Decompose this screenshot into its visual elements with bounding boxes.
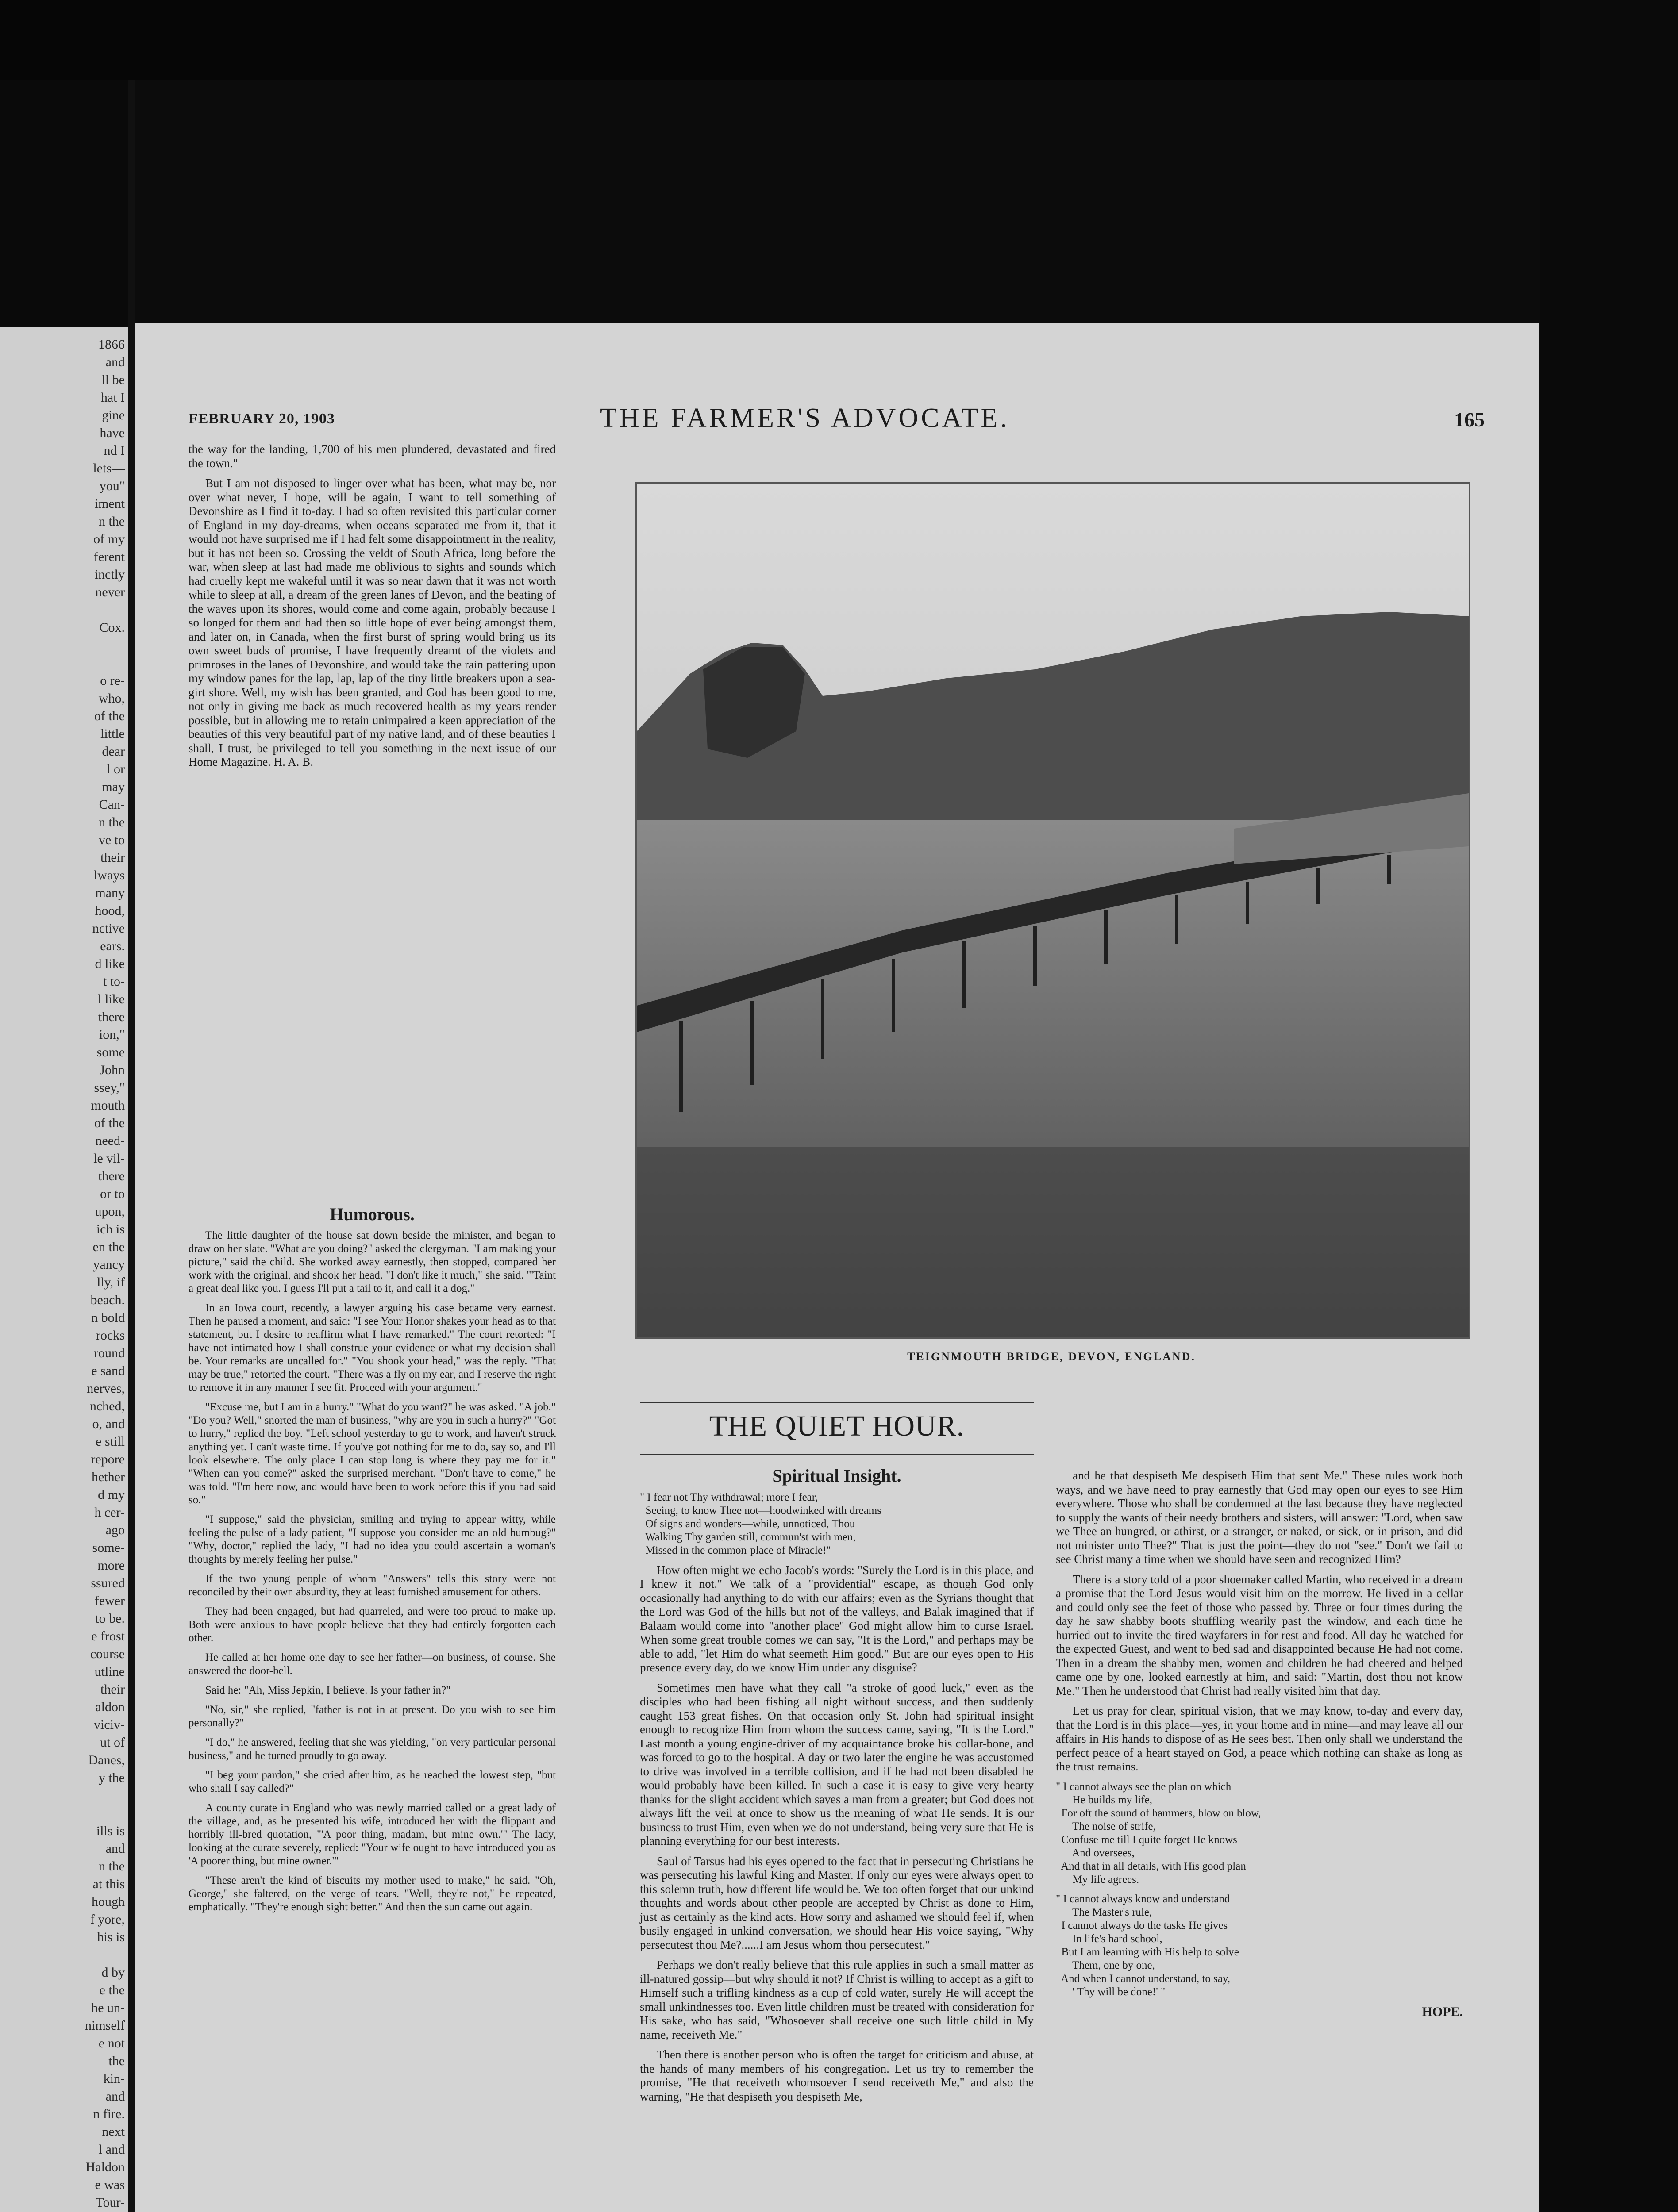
fragment-text: and: [105, 355, 125, 369]
poem-line: " I fear not Thy withdrawal; more I fear,: [640, 1491, 818, 1503]
fragment-text: ssey,": [94, 1080, 125, 1095]
fragment-text: hether: [92, 1470, 125, 1484]
fragment-text: lways: [94, 868, 125, 883]
fragment-text: their: [100, 850, 125, 865]
fragment-text: nd I: [104, 443, 125, 458]
poem-line: He builds my life,: [1056, 1793, 1153, 1806]
fragment-text: kin-: [103, 2071, 125, 2086]
poem-line: Missed in the common-place of Miracle!": [640, 1544, 831, 1556]
film-border-left: [0, 80, 133, 327]
fragment-text: iment: [94, 496, 125, 511]
fragment-text: need-: [95, 1133, 125, 1148]
page-gutter: [128, 80, 135, 2212]
fragment-text: Danes,: [88, 1753, 125, 1767]
paragraph: A county curate in England who was newly married called on a great lady of the village, and, as he presented his wife, introduced her with the flippant and horribly ill-bred quotation, "'A poor thing, madam, but mine own.'" The lady, looking at the curate severely, replied: "Your wife ought to have introduced you as 'A poorer thing, but mine owner.'": [189, 1802, 556, 1867]
fragment-text: there: [98, 1010, 125, 1024]
fragment-text: Cox.: [99, 620, 125, 635]
poem-line: For oft the sound of hammers, blow on blow,: [1056, 1807, 1261, 1819]
fragment-text: 1866: [98, 337, 125, 352]
fragment-text: ills is: [96, 1824, 125, 1838]
paragraph: Sometimes men have what they call "a stroke of good luck," even as the disciples who had been fishing all night without success, and then suddenly caught 153 great fishes. On that occasion only St. John had spiritual insight enough to recognize Him from whom the success came, saying, "It is the Lord." Last month a young engine-driver of my acquaintance broke his collar-bone, and was forced to go to the hospital. A day or two later the engine he was accustomed to drive was involved in a terrible collision, and if he had not been disabled he would probably have been killed. In such a case it is easy to give very hearty thanks for the slight accident which saves a man from a greater; but God does not always lift the veil at once to show us the meaning of what He sends. It is our business to trust Him, even when we do not understand, being very sure that He is planning everything for our best interests.: [640, 1681, 1034, 1847]
fragment-text: he un-: [91, 2001, 125, 2015]
paragraph: How often might we echo Jacob's words: "Surely the Lord is in this place, and I knew it not." We talk of a "providential" escape, as though God only occasionally had anything to do with our affairs; even as the Syrians thought that the Lord was God of the hills but not of the valleys, and Balak imagined that if Balaam would come into "another place" God might allow him to curse Israel. When some great trouble comes we can say, "It is the Lord," and perhaps may be able to add, "let Him do what seemeth Him good." But are our eyes open to His presence every day, do we know Him under any disguise?: [640, 1563, 1034, 1674]
fragment-text: repore: [91, 1452, 125, 1467]
fragment-text: rocks: [96, 1328, 125, 1343]
fragment-text: d like: [95, 956, 125, 971]
article-devonshire: [189, 442, 556, 769]
paragraph: "I suppose," said the physician, smiling and trying to appear witty, while feeling the pulse of a lady patient, "I suppose you consider me an old humbug?" "Why, doctor," replied the lady, "I had no idea you could ascertain a woman's thoughts by merely feeling her pulse.": [189, 1513, 556, 1565]
paragraph: "These aren't the kind of biscuits my mother used to make," he said. "Oh, George," she faltered, on the verge of tears. "Well, they're not," he repeated, emphatically. "They're enough sight better." And then the sun came out again.: [189, 1874, 556, 1913]
fragment-text: ve to: [98, 833, 125, 847]
fragment-text: hat I: [100, 390, 125, 405]
fragment-text: n fire.: [93, 2107, 125, 2121]
fragment-text: h cer-: [94, 1505, 125, 1520]
fragment-text: d by: [101, 1965, 125, 1980]
paragraph: Let us pray for clear, spiritual vision, that we may know, to-day and every day, that the Lord is in this place—yes, in your home and in mine—and may leave all our affairs in His hands to dispose of as He sees best. Then only shall we understand the perfect peace of a heart stayed on God, a peace which nothing can shake as long as the trust remains.: [1056, 1704, 1463, 1773]
fragment-text: of the: [94, 1116, 125, 1130]
fragment-text: fewer: [94, 1594, 125, 1608]
fragment-text: little: [100, 726, 125, 741]
paragraph: "No, sir," she replied, "father is not in at present. Do you wish to see him personally?": [189, 1704, 556, 1729]
fragment-text: mouth: [91, 1098, 125, 1113]
fragment-text: nimself: [85, 2018, 125, 2033]
poem-line: Of signs and wonders—while, unnoticed, Thou: [640, 1517, 855, 1530]
fragment-text: the: [108, 2054, 125, 2068]
paragraph: Perhaps we don't really believe that this rule applies in such a small matter as ill-natured gossip—but why should it not? If Christ is willing to accept as a gift to Himself such a trifling kindness as a cup of cold water, surely He will accept the small unkindnesses too. Even little children must be treated with consideration for His sake, who has said, "Whosoever shall receive one such little child in My name, receiveth Me.": [640, 1958, 1034, 2041]
fragment-text: his is: [97, 1930, 125, 1944]
paragraph: "I do," he answered, feeling that she was yielding, "on very particular personal business," and he turned proudly to go away.: [189, 1736, 556, 1762]
fragment-text: and: [105, 1841, 125, 1856]
fragment-text: have: [100, 426, 125, 440]
fragment-text: n the: [98, 815, 125, 830]
previous-page-fragment: [0, 327, 128, 2212]
fragment-text: e the: [99, 1983, 125, 1997]
fragment-text: their: [100, 1682, 125, 1697]
fragment-text: course: [90, 1647, 125, 1661]
fragment-text: o re-: [100, 673, 125, 688]
fragment-text: yancy: [93, 1257, 125, 1272]
closing-poem-1: [1056, 1780, 1463, 1886]
header-page-number: 165: [1454, 408, 1485, 431]
paragraph: But I am not disposed to linger over what has been, what may be, nor over what never, I hope, will be again, I want to tell something of Devonshire as I find it to-day. I had so often revisited this particular corner of England in my day-dreams, when oceans separated me from it, that it would not have surprised me if I had felt some disappointment in the reality, but it has not been so. Crossing the veldt of South Africa, long before the war, when sleep at last had made me oblivious to sights and sounds which had cruelly kept me wakeful until it was so near dawn that it was not worth while to sleep at all, a dream of the green lanes of Devon, and the beating of the waves upon its shores, would come and come again, probably because I so longed for them and had then so little hope of ever being amongst them, and later on, in Canada, when the first burst of spring would bring us its own sweet buds of promise, I have frequently dreamt of the violets and primroses in the lanes of Devonshire, and would take the rain pattering upon my window panes for the lap, lap, lap of the tiny little breakers upon a sea-girt shore. Well, my wish has been granted, and God has been good to me, not only in giving me back as much recovered health as my years render possible, but in allowing me to retain unimpaired a keen appreciation of the beauties of this very beautiful part of my native land, and of these beauties I shall, I trust, be privileged to tell you something in the next issue of our Home Magazine. H. A. B.: [189, 476, 556, 768]
paragraph: "I beg your pardon," she cried after him, as he reached the lowest step, "but who shall I say called?": [189, 1769, 556, 1794]
paragraph: They had been engaged, but had quarreled, and were too proud to make up. Both were anxious to have people believe that they had entirely forgotten each other.: [189, 1605, 556, 1644]
fragment-text: who,: [98, 691, 125, 706]
article-quiet-hour-left: [640, 1466, 1034, 2104]
fragment-text: of my: [93, 532, 125, 546]
article-subtitle: Spiritual Insight.: [772, 1466, 901, 1486]
poem-line: " I cannot always know and understand: [1056, 1893, 1230, 1905]
fragment-text: ion,": [99, 1027, 125, 1042]
fragment-text: Tour-: [96, 2195, 125, 2210]
section-title-quiet-hour: THE QUIET HOUR.: [640, 1402, 1034, 1455]
fragment-text: dear: [102, 744, 125, 759]
fragment-text: le vil-: [93, 1151, 125, 1166]
fragment-text: en the: [92, 1240, 125, 1254]
fragment-text: and: [105, 2089, 125, 2104]
poem-line: ' Thy will be done!' ": [1056, 1985, 1166, 1998]
fragment-text: o, and: [92, 1417, 125, 1431]
poem-line: But I am learning with His help to solve: [1056, 1946, 1239, 1958]
fragment-text: l and: [98, 2142, 125, 2157]
paragraph: Then there is another person who is often the target for criticism and abuse, at the hands of many members of his congregation. Let us try to remember the promise, "He that receiveth whomsoever I send receiveth Me," and also the warning, "He that despiseth you despiseth Me,: [640, 2048, 1034, 2103]
fragment-text: there: [98, 1169, 125, 1183]
poem-line: And oversees,: [1056, 1847, 1135, 1859]
photo-teignmouth-bridge: [635, 482, 1470, 1339]
paragraph: If the two young people of whom "Answers" tells this story were not reconciled by their own absurdity, they at least furnished amusement for others.: [189, 1573, 556, 1598]
fragment-text: some-: [92, 1540, 125, 1555]
fragment-text: viciv-: [94, 1717, 125, 1732]
fragment-text: John: [100, 1063, 125, 1077]
fragment-text: upon,: [95, 1204, 125, 1219]
fragment-text: e sand: [91, 1363, 125, 1378]
poem-line: My life agrees.: [1056, 1873, 1139, 1886]
paragraph: and he that despiseth Me despiseth Him that sent Me." These rules work both ways, and we have need to pray earnestly that God may open our eyes to see Him everywhere. Those who shall be condemned at the last because they have neglected to supply the wants of their needy brothers and sisters, will answer: "Lord, when saw we Thee an hungred, or athirst, or a stranger, or naked, or sick, or in prison, and did not minister unto Thee?" That is just the point—they do not "see." Don't we fail to see Christ many a time when we should have seen and recognized Him?: [1056, 1469, 1463, 1566]
fragment-text: d my: [98, 1487, 125, 1502]
fragment-text: lly, if: [96, 1275, 125, 1290]
page-header: [135, 403, 1539, 438]
fragment-text: next: [102, 2124, 125, 2139]
fragment-text: y the: [98, 1770, 125, 1785]
fragment-text: e still: [96, 1434, 125, 1449]
paragraph: In an Iowa court, recently, a lawyer arguing his case became very earnest. Then he paused a moment, and said: "I see Your Honor shakes your head as to that statement, but I desire to reaffirm what I have remarked." The court retorted: "I have not intimated how I shall construe your evidence or what my decision shall be. Your remarks are uncalled for." "You shook your head," was the reply. "That may be true," retorted the court. "There was a fly on my ear, and I reserve the right to remove it in any manner I see fit. Proceed with your argument.": [189, 1302, 556, 1394]
closing-poem-2: [1056, 1893, 1463, 1999]
author-signature: HOPE.: [1422, 2004, 1463, 2019]
fragment-text: aldon: [95, 1700, 125, 1714]
paragraph: Saul of Tarsus had his eyes opened to the fact that in persecuting Christians he was persecuting his lawful King and Master. If only our eyes were always open to this solemn truth, how different life would be. We too often forget that our unkind thoughts and words about other people are accepted by Christ as done to Him, just as certainly as the kind acts. How sorry and ashamed we should feel if, when busily engaged in unkind conversation, we should hear His voice saying, "Why persecutest thou Me?......I am Jesus whom thou persecutest.": [640, 1854, 1034, 1951]
fragment-text: ut of: [100, 1735, 125, 1750]
fragment-text: you": [99, 479, 125, 493]
fragment-text: inctly: [94, 567, 125, 582]
header-date: FEBRUARY 20, 1903: [189, 411, 335, 427]
fragment-text: ears.: [100, 939, 125, 953]
fragment-text: at this: [92, 1877, 125, 1891]
fragment-text: e was: [95, 2177, 125, 2192]
fragment-text: ferent: [94, 549, 125, 564]
fragment-text: ich is: [96, 1222, 125, 1237]
poem-line: And that in all details, with His good plan: [1056, 1860, 1246, 1872]
bridge-photo-illustration: [637, 484, 1469, 1337]
poem-line: " I cannot always see the plan on which: [1056, 1780, 1232, 1793]
photo-caption: TEIGNMOUTH BRIDGE, DEVON, ENGLAND.: [907, 1350, 1196, 1363]
poem-line: I cannot always do the tasks He gives: [1056, 1919, 1228, 1932]
fragment-text: to be.: [95, 1611, 125, 1626]
fragment-text: e not: [98, 2036, 125, 2051]
fragment-text: n the: [98, 514, 125, 529]
fragment-text: never: [95, 585, 125, 599]
header-title: THE FARMER'S ADVOCATE.: [600, 403, 1010, 433]
fragment-text: e frost: [91, 1629, 125, 1644]
epigraph-poem: [640, 1491, 1034, 1557]
fragment-text: ll be: [101, 373, 125, 387]
fragment-text: gine: [102, 408, 125, 422]
fragment-text: l or: [107, 762, 125, 776]
poem-line: Them, one by one,: [1056, 1959, 1155, 1971]
paragraph: He called at her home one day to see her father—on business, of course. She answered the door-bell.: [189, 1651, 556, 1677]
poem-line: Walking Thy garden still, commun'st with men,: [640, 1531, 856, 1543]
poem-line: And when I cannot understand, to say,: [1056, 1972, 1231, 1985]
fragment-text: many: [95, 886, 125, 900]
fragment-text: hough: [92, 1894, 125, 1909]
fragment-text: n the: [98, 1859, 125, 1874]
fragment-text: ago: [105, 1523, 125, 1537]
fragment-text: beach.: [90, 1293, 125, 1307]
fragment-text: more: [97, 1558, 125, 1573]
fragment-text: of the: [94, 709, 125, 723]
fragment-text: utline: [94, 1664, 125, 1679]
fragment-text: n bold: [91, 1310, 125, 1325]
fragment-text: may: [102, 780, 125, 794]
fragment-text: nctive: [92, 921, 125, 936]
poem-line: In life's hard school,: [1056, 1932, 1162, 1945]
fragment-text: t to-: [103, 974, 125, 989]
fragment-text: ssured: [91, 1576, 125, 1590]
fragment-text: f yore,: [90, 1912, 125, 1927]
paragraph: There is a story told of a poor shoemaker called Martin, who received in a dream a promise that the Lord Jesus would visit him on the morrow. He lived in a cellar and could only see the feet of those who passed by. Three or four times during the day he saw shabby boots shuffling wearily past the window, and each time he hurried out to invite the tired wayfarers in for rest and food. All day he watched for the expected Guest, and went to bed sad and disappointed because He had not come. Then in a dream the shabby men, women and children he had cheered and helped came one by one, looked earnestly at him, and said: "Martin, dost thou not know Me." Then he understood that Christ had really visited him that day.: [1056, 1572, 1463, 1697]
fragment-text: lets—: [93, 461, 125, 476]
fragment-text: or to: [100, 1187, 125, 1201]
paragraph: "Excuse me, but I am in a hurry." "What do you want?" he was asked. "A job." "Do you? Well," snorted the man of business, "why are you in such a hurry?" "Got to hurry," replied the boy. "Left school yesterday to go to work, and haven't struck anything yet. I can't waste time. If you've got nothing for me to do, say so, and I'll look elsewhere. The only place I can stop long is where they pay me for it." "When can you come?" asked the surprised merchant. "Don't have to come," he was told. "I'm here now, and would have been to work before this if you had said so.": [189, 1401, 556, 1506]
poem-line: Confuse me till I quite forget He knows: [1056, 1833, 1237, 1846]
paragraph: Said he: "Ah, Miss Jepkin, I believe. Is your father in?": [205, 1684, 451, 1696]
fragment-text: Haldon: [85, 2160, 125, 2174]
poem-line: Seeing, to know Thee not—hoodwinked with dreams: [640, 1504, 881, 1517]
newspaper-page: [135, 323, 1539, 2212]
fragment-text: l like: [98, 992, 125, 1006]
film-border-right: [1540, 0, 1678, 2212]
paragraph: The little daughter of the house sat down beside the minister, and began to draw on her slate. "What are you doing?" asked the clergyman. "I am making your picture," said the child. She worked away earnestly, then stopped, compared her work with the original, and shook her head. "I don't like it much," she said. "'Taint a great deal like you. I guess I'll put a tail to it, and call it a dog.": [189, 1229, 556, 1294]
fragment-text: Can-: [99, 797, 125, 812]
poem-line: The Master's rule,: [1056, 1906, 1152, 1918]
fragment-text: some: [96, 1045, 125, 1060]
paragraph: the way for the landing, 1,700 of his men plundered, devastated and fired the town.": [189, 442, 556, 470]
fragment-text: hood,: [95, 903, 125, 918]
film-border-top: [0, 0, 1678, 80]
fragment-text: round: [94, 1346, 125, 1360]
fragment-text: nerves,: [87, 1381, 125, 1396]
poem-line: The noise of strife,: [1056, 1820, 1156, 1832]
fragment-text: nched,: [89, 1399, 125, 1413]
article-humorous: [189, 1204, 556, 1914]
article-quiet-hour-right: [1056, 1469, 1463, 2019]
section-heading-humorous: Humorous.: [330, 1204, 415, 1224]
